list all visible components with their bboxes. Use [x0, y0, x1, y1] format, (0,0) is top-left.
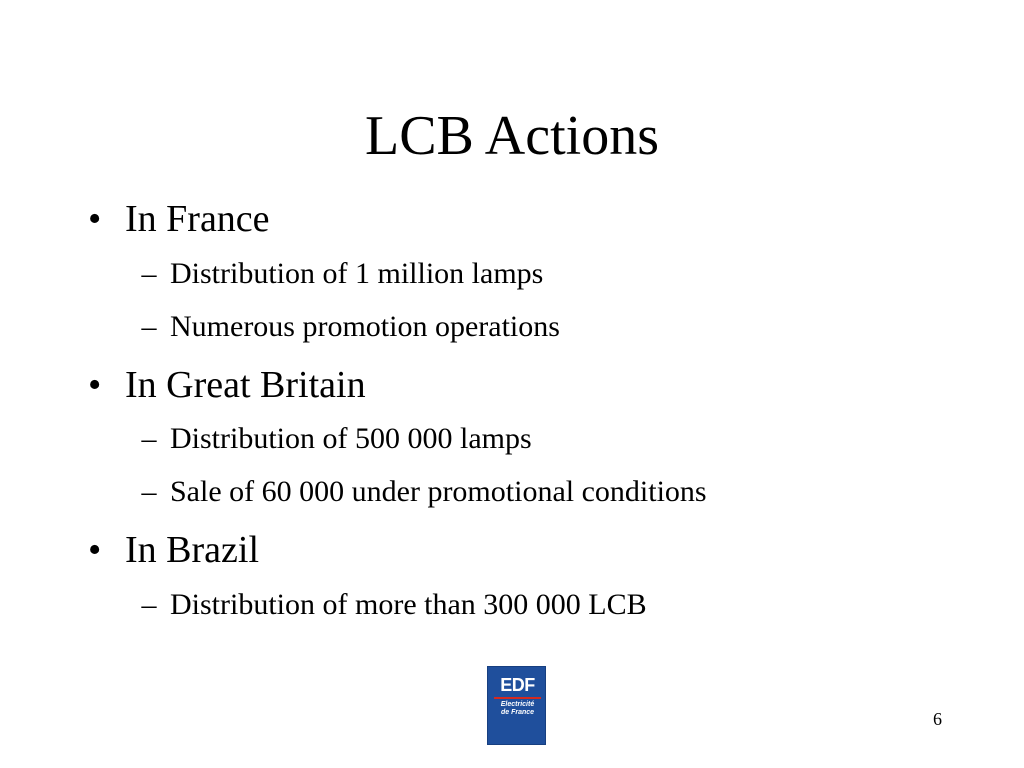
dash-icon: – [141, 475, 157, 508]
logo-line-2: de France [500, 709, 535, 716]
dash-icon: – [141, 257, 157, 290]
edf-logo [487, 666, 546, 745]
bullet-item-great-britain [88, 363, 366, 407]
slide-title: LCB Actions [364, 105, 660, 167]
bullet-icon: • [88, 198, 102, 240]
sub-item-text: Numerous promotion operations [170, 310, 560, 343]
sub-item [128, 309, 560, 345]
logo-stripe [494, 697, 541, 699]
logo-wordmark: EDF [500, 675, 535, 695]
dash-icon: – [141, 588, 157, 621]
bullet-item-france [88, 197, 270, 241]
page-number: 6 [933, 709, 942, 729]
bullet-icon: • [88, 529, 102, 571]
dash-icon: – [141, 422, 157, 455]
dash-icon: – [141, 310, 157, 343]
sub-item-text: Distribution of more than 300 000 LCB [170, 588, 647, 621]
sub-item [128, 256, 543, 292]
sub-item [128, 474, 707, 510]
logo-line-1: Electricité [500, 701, 535, 708]
bullet-item-brazil [88, 528, 259, 572]
bullet-text: In Brazil [125, 529, 260, 571]
logo-subtitle [488, 701, 547, 717]
sub-item-text: Distribution of 500 000 lamps [170, 422, 532, 455]
bullet-icon: • [88, 364, 102, 406]
sub-item [128, 587, 647, 623]
bullet-text: In Great Britain [125, 364, 366, 406]
sub-item [128, 421, 532, 457]
sub-item-text: Distribution of 1 million lamps [170, 257, 544, 290]
sub-item-text: Sale of 60 000 under promotional conditions [170, 475, 707, 508]
bullet-text: In France [125, 198, 270, 240]
